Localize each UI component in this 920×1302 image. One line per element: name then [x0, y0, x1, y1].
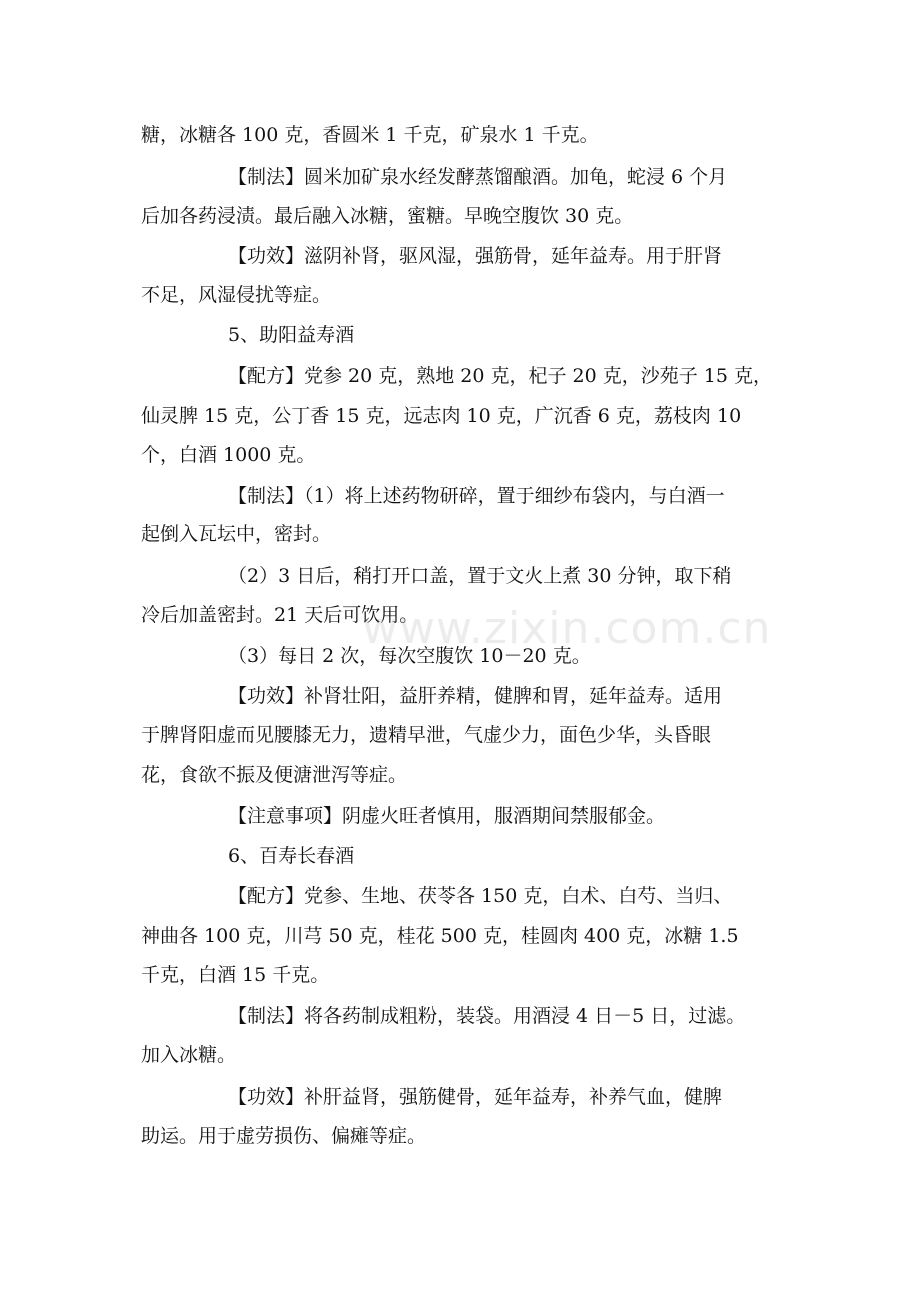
text-line: 【功效】补肝益肾，强筋健骨，延年益寿，补养气血，健脾 — [228, 1086, 723, 1108]
text-line: 【制法】圆米加矿泉水经发酵蒸馏酿酒。加龟，蛇浸 6 个月 — [228, 166, 728, 188]
text-line: 起倒入瓦坛中，密封。 — [141, 523, 332, 545]
text-line: 【配方】党参 20 克，熟地 20 克，杞子 20 克，沙苑子 15 克， — [228, 365, 773, 387]
text-line: 【制法】（1）将上述药物研碎，置于细纱布袋内，与白酒一 — [228, 485, 725, 507]
text-line: 冷后加盖密封。21 天后可饮用。 — [141, 604, 419, 626]
text-line: 千克，白酒 15 千克。 — [141, 964, 330, 986]
text-line: 加入冰糖。 — [141, 1044, 237, 1066]
text-line: 【功效】滋阴补肾，驱风湿，强筋骨，延年益寿。用于肝肾 — [228, 245, 723, 267]
text-line: 【注意事项】阴虚火旺者慎用，服酒期间禁服郁金。 — [228, 805, 666, 827]
text-line: （2）3 日后，稍打开口盖，置于文火上煮 30 分钟，取下稍 — [228, 565, 732, 587]
text-line: 于脾肾阳虚而见腰膝无力，遗精早泄，气虚少力，面色少华，头昏眼 — [141, 724, 712, 746]
section-heading: 5、助阳益寿酒 — [228, 324, 355, 346]
section-heading: 6、百寿长春酒 — [228, 845, 355, 867]
text-line: 助运。用于虚劳损伤、偏瘫等症。 — [141, 1125, 427, 1147]
text-line: （3）每日 2 次，每次空腹饮 10－20 克。 — [228, 645, 591, 667]
watermark: www.zixin.com.cn — [362, 603, 772, 654]
text-line: 花，食欲不振及便溏泄泻等症。 — [141, 764, 408, 786]
text-line: 【功效】补肾壮阳，益肝养精，健脾和胃，延年益寿。适用 — [228, 685, 723, 707]
text-line: 不足，风湿侵扰等症。 — [141, 284, 332, 306]
text-line: 仙灵脾 15 克，公丁香 15 克，远志肉 10 克，广沉香 6 克，荔枝肉 10 — [141, 405, 742, 427]
text-line: 【配方】党参、生地、茯苓各 150 克，白术、白芍、当归、 — [228, 885, 733, 907]
text-line: 后加各药浸渍。最后融入冰糖，蜜糖。早晚空腹饮 30 克。 — [141, 205, 634, 227]
text-line: 【制法】将各药制成粗粉，装袋。用酒浸 4 日－5 日，过滤。 — [228, 1005, 746, 1027]
text-line: 个，白酒 1000 克。 — [141, 444, 316, 466]
text-line: 神曲各 100 克，川芎 50 克，桂花 500 克，桂圆肉 400 克，冰糖 1.5 — [141, 925, 739, 947]
text-line: 糖，冰糖各 100 克，香圆米 1 千克，矿泉水 1 千克。 — [141, 124, 599, 146]
